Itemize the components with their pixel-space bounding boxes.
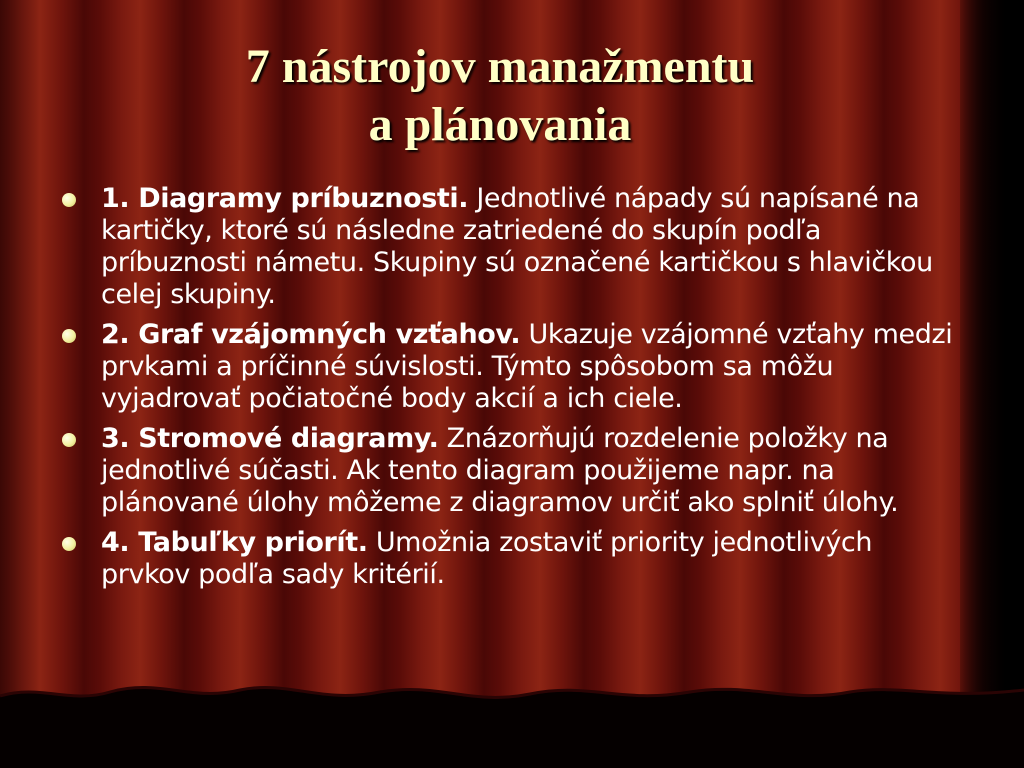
bullet-list bbox=[60, 183, 960, 599]
bullet-icon bbox=[62, 537, 76, 551]
item-heading: 2. Graf vzájomných vzťahov. bbox=[101, 319, 521, 350]
item-heading: 3. Stromové diagramy. bbox=[101, 423, 439, 454]
item-text: Ukazuje vzájomné vzťahy medzi prvkami a príčinné súvislosti. Týmto spôsobom sa môžu vyjadrovať počiatočné body akcií a ich ciele. bbox=[101, 319, 953, 414]
curtain-shadow bbox=[960, 0, 1024, 768]
title-line-2: a plánovania bbox=[368, 98, 632, 151]
item-heading: 1. Diagramy príbuznosti. bbox=[101, 183, 469, 214]
bullet-icon bbox=[62, 433, 76, 447]
item-text: Jednotlivé nápady sú napísané na kartičky, ktoré sú následne zatriedené do skupín podľa príbuznosti námetu. Skupiny sú označené kartičkou s hlavičkou celej skupiny. bbox=[101, 183, 933, 310]
item-text: Znázorňujú rozdelenie položky na jednotlivé súčasti. Ak tento diagram použijeme napr. na plánované úlohy môžeme z diagramov určiť ako splniť úlohy. bbox=[101, 423, 899, 518]
bullet-icon bbox=[62, 193, 76, 207]
slide-title bbox=[60, 38, 940, 154]
bullet-icon bbox=[62, 329, 76, 343]
item-text: Umožnia zostaviť priority jednotlivých prvkov podľa sady kritérií. bbox=[101, 527, 873, 590]
list-item-tabulky-priorit bbox=[60, 527, 960, 591]
stage-floor bbox=[0, 678, 1024, 768]
item-heading: 4. Tabuľky priorít. bbox=[101, 527, 368, 558]
list-item-graf-vzajomnych-vztahov bbox=[60, 319, 960, 415]
list-item-stromove-diagramy bbox=[60, 423, 960, 519]
list-item-diagramy-pribuznosti bbox=[60, 183, 960, 311]
title-line-1: 7 nástrojov manažmentu bbox=[245, 40, 755, 93]
